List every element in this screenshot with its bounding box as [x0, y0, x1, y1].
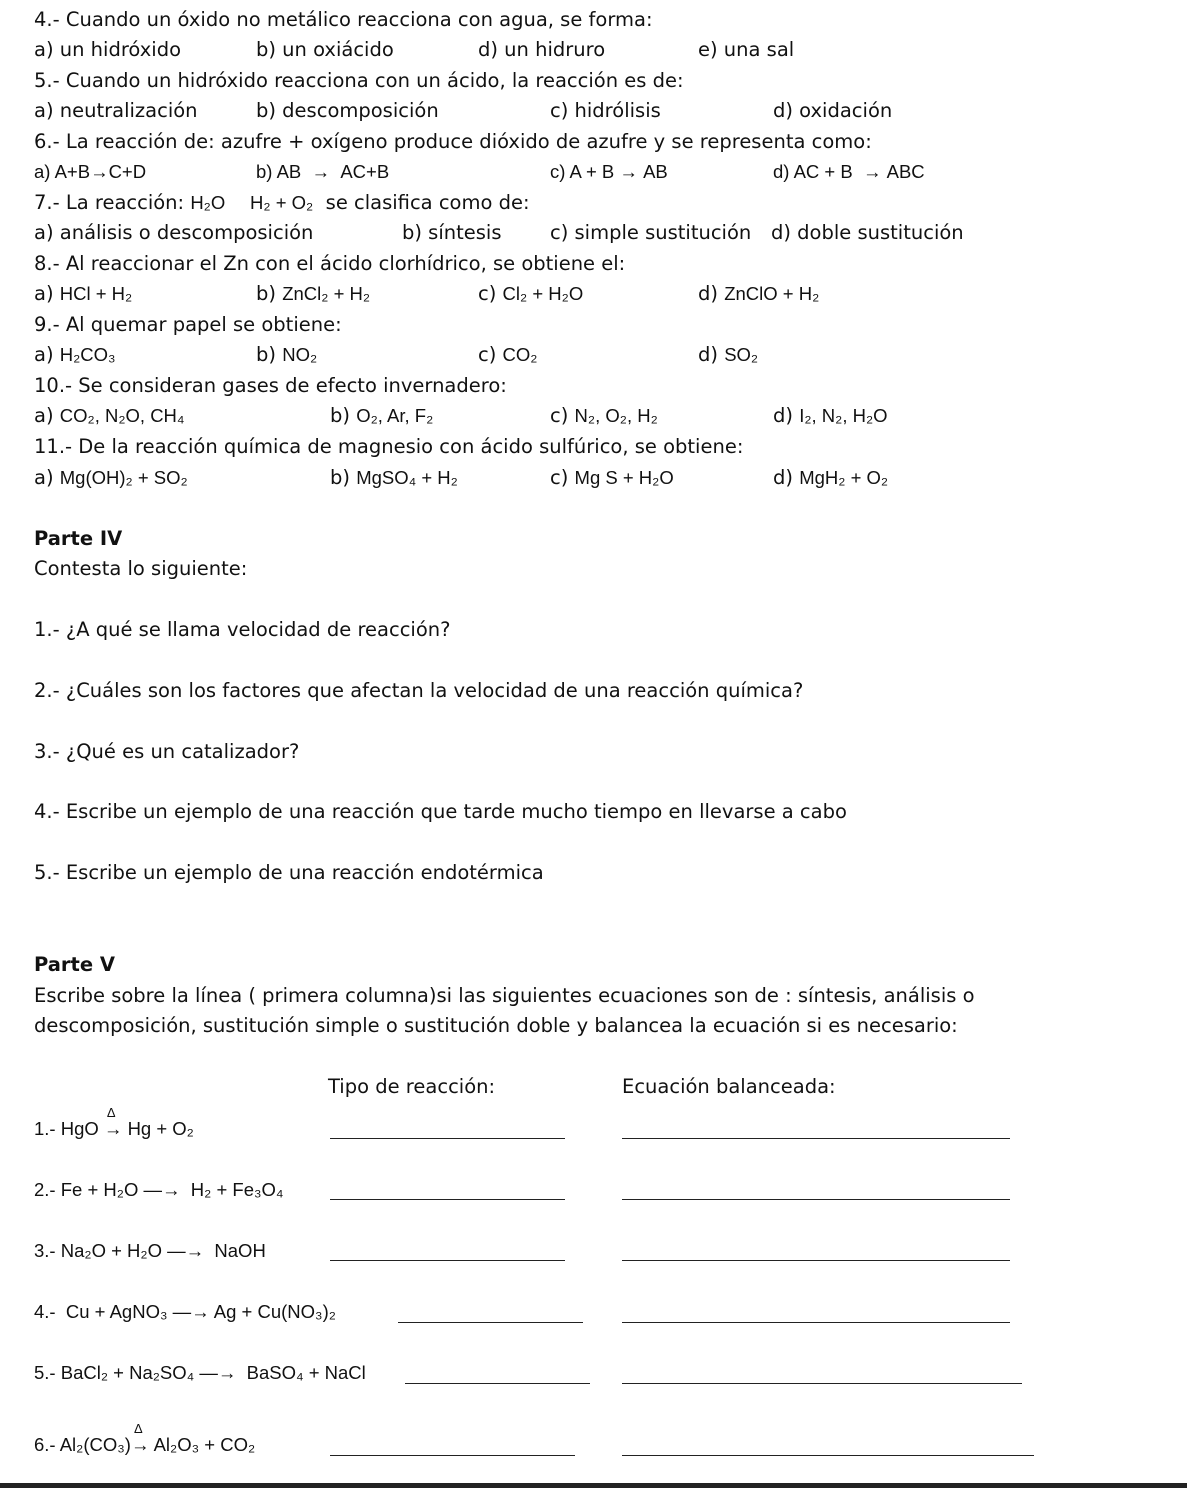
q9-option-d: [698, 343, 758, 367]
q5-option-d: d) oxidación: [773, 99, 893, 122]
option-formula: NO₂: [282, 344, 318, 365]
option-letter: a): [34, 466, 54, 489]
q7-text-pre: 7.- La reacción:: [34, 191, 191, 214]
q11-option-c: [550, 466, 674, 490]
option-formula: Mg(OH)₂ + SO₂: [59, 467, 188, 488]
ecuacion-answer-line-6[interactable]: [622, 1455, 1034, 1456]
ecuacion-answer-line-2[interactable]: [622, 1199, 1010, 1200]
q7-option-a: a) análisis o descomposición: [34, 221, 314, 244]
equation-1: [34, 1105, 194, 1141]
option-formula: HCl + H₂: [59, 283, 133, 304]
equation-products: BaSO₄ + NaCl: [246, 1362, 366, 1383]
question-8: 8.- Al reaccionar el Zn con el ácido clorhídrico, se obtiene el:: [34, 252, 626, 275]
q4-option-a: a) un hidróxido: [34, 38, 182, 61]
parte-v-instruction-line1: Escribe sobre la línea ( primera columna)si las siguientes ecuaciones son de : síntesis, análisis o: [34, 984, 975, 1007]
option-formula: ZnCl₂ + H₂: [282, 283, 371, 304]
q6-d-products: ABC: [886, 161, 925, 182]
option-letter: d): [773, 404, 793, 427]
q6-option-d: [773, 160, 925, 184]
option-letter: b): [330, 404, 350, 427]
option-letter: d): [698, 282, 718, 305]
q8-option-c: [478, 282, 583, 306]
equation-reactants: HgO: [60, 1118, 99, 1139]
option-formula: MgH₂ + O₂: [799, 467, 889, 488]
option-formula: H₂CO₃: [59, 344, 116, 365]
equation-number: 1.-: [34, 1118, 56, 1139]
q4-option-b: b) un oxiácido: [256, 38, 394, 61]
q10-option-a: [34, 404, 184, 428]
q11-option-d: [773, 466, 888, 490]
arrow-icon: →: [311, 161, 331, 182]
option-letter: c): [550, 466, 569, 489]
ecuacion-answer-line-1[interactable]: [622, 1138, 1010, 1139]
q6-c-reactants: c) A + B: [550, 161, 615, 182]
parte-iv-title: Parte IV: [34, 527, 123, 550]
equation-reactants: Al₂(CO₃): [59, 1434, 131, 1455]
question-9: 9.- Al quemar papel se obtiene:: [34, 313, 342, 336]
tipo-answer-line-5[interactable]: [405, 1383, 590, 1384]
q6-a-reactants: a) A+B: [34, 161, 91, 182]
q10-option-b: [330, 404, 433, 428]
option-formula: I₂, N₂, H₂O: [799, 405, 888, 426]
option-letter: b): [256, 282, 276, 305]
q4-option-e: e) una sal: [698, 38, 795, 61]
option-letter: b): [330, 466, 350, 489]
equation-products: Hg + O₂: [127, 1118, 194, 1139]
q6-b-reactants: b) AB: [256, 161, 302, 182]
option-letter: d): [698, 343, 718, 366]
option-formula: Cl₂ + H₂O: [502, 283, 584, 304]
q9-option-c: [478, 343, 537, 367]
q7-products: H₂ + O₂: [250, 192, 314, 213]
q6-option-b: [256, 160, 389, 184]
equation-products: Al₂O₃ + CO₂: [153, 1434, 256, 1455]
option-letter: d): [773, 466, 793, 489]
q6-b-products: AC+B: [340, 161, 390, 182]
question-11: 11.- De la reacción química de magnesio con ácido sulfúrico, se obtiene:: [34, 435, 744, 458]
question-6: 6.- La reacción de: azufre + oxígeno produce dióxido de azufre y se representa como:: [34, 130, 872, 153]
arrow-icon: →: [90, 161, 109, 182]
equation-products: NaOH: [214, 1240, 266, 1261]
option-letter: c): [478, 282, 497, 305]
q5-option-b: b) descomposición: [256, 99, 439, 122]
equation-reactants: Cu + AgNO₃: [65, 1301, 168, 1322]
equation-number: 5.-: [34, 1362, 56, 1383]
column-header-ecuacion: Ecuación balanceada:: [622, 1075, 836, 1098]
option-formula: ZnClO + H₂: [724, 283, 820, 304]
equation-number: 2.-: [34, 1179, 56, 1200]
q8-option-b: [256, 282, 370, 306]
tipo-answer-line-6[interactable]: [330, 1455, 575, 1456]
equation-reactants: Fe + H₂O: [60, 1179, 139, 1200]
q9-option-b: [256, 343, 317, 367]
q8-option-a: [34, 282, 132, 306]
arrow-icon: →: [862, 161, 882, 182]
option-formula: O₂, Ar, F₂: [356, 405, 434, 426]
option-formula: CO₂, N₂O, CH₄: [59, 405, 185, 426]
page-bottom-border: [0, 1483, 1187, 1488]
q8-option-d: [698, 282, 819, 306]
option-formula: MgSO₄ + H₂: [356, 467, 458, 488]
q6-a-products: C+D: [108, 161, 147, 182]
parte-iv-item-4: 4.- Escribe un ejemplo de una reacción que tarde mucho tiempo en llevarse a cabo: [34, 800, 847, 823]
tipo-answer-line-3[interactable]: [330, 1260, 565, 1261]
ecuacion-answer-line-3[interactable]: [622, 1260, 1010, 1261]
option-formula: SO₂: [724, 344, 759, 365]
q10-option-c: [550, 404, 658, 428]
equation-products: H₂ + Fe₃O₄: [190, 1179, 284, 1200]
arrow-icon: —→: [143, 1179, 181, 1200]
q5-option-a: a) neutralización: [34, 99, 198, 122]
q7-option-c: c) simple sustitución: [550, 221, 752, 244]
option-letter: a): [34, 343, 54, 366]
delta-symbol: Δ: [106, 1105, 116, 1120]
q6-d-reactants: d) AC + B: [773, 161, 853, 182]
q6-option-a: [34, 160, 146, 184]
question-10: 10.- Se consideran gases de efecto invernadero:: [34, 374, 507, 397]
option-letter: a): [34, 282, 54, 305]
tipo-answer-line-1[interactable]: [330, 1138, 565, 1139]
arrow-icon: —→: [199, 1362, 237, 1383]
q4-option-d: d) un hidruro: [478, 38, 606, 61]
q7-text-post: se clasifica como de:: [325, 191, 530, 214]
parte-v-title: Parte V: [34, 953, 115, 976]
equation-number: 3.-: [34, 1240, 56, 1261]
arrow-icon: —→: [167, 1240, 205, 1261]
equation-number: 6.-: [34, 1434, 56, 1455]
equation-2: [34, 1178, 283, 1202]
question-5: 5.- Cuando un hidróxido reacciona con un ácido, la reacción es de:: [34, 69, 684, 92]
q11-option-a: [34, 466, 188, 490]
equation-4: [34, 1300, 336, 1324]
q7-option-d: d) doble sustitución: [771, 221, 964, 244]
heat-arrow-icon: Δ →: [131, 1433, 150, 1457]
q7-reactant: H₂O: [190, 192, 226, 213]
option-letter: a): [34, 404, 54, 427]
q6-option-c: [550, 160, 668, 184]
q11-option-b: [330, 466, 458, 490]
q10-option-d: [773, 404, 888, 428]
ecuacion-answer-line-4[interactable]: [622, 1322, 1010, 1323]
equation-reactants: Na₂O + H₂O: [60, 1240, 162, 1261]
parte-iv-item-3: 3.- ¿Qué es un catalizador?: [34, 740, 300, 763]
equation-5: [34, 1361, 366, 1385]
delta-symbol: Δ: [133, 1421, 143, 1436]
option-formula: Mg S + H₂O: [574, 467, 674, 488]
option-letter: b): [256, 343, 276, 366]
tipo-answer-line-2[interactable]: [330, 1199, 565, 1200]
parte-iv-item-2: 2.- ¿Cuáles son los factores que afectan la velocidad de una reacción química?: [34, 679, 804, 702]
option-formula: CO₂: [502, 344, 538, 365]
option-letter: c): [478, 343, 497, 366]
equation-6: [34, 1421, 256, 1457]
ecuacion-answer-line-5[interactable]: [622, 1383, 1022, 1384]
equation-reactants: BaCl₂ + Na₂SO₄: [60, 1362, 195, 1383]
q5-option-c: c) hidrólisis: [550, 99, 661, 122]
parte-v-instruction-line2: descomposición, sustitución simple o sustitución doble y balancea la ecuación si es necesario:: [34, 1014, 958, 1037]
parte-iv-instruction: Contesta lo siguiente:: [34, 557, 248, 580]
parte-iv-item-1: 1.- ¿A qué se llama velocidad de reacción?: [34, 618, 451, 641]
question-4: 4.- Cuando un óxido no metálico reacciona con agua, se forma:: [34, 8, 653, 31]
q7-option-b: b) síntesis: [402, 221, 502, 244]
parte-iv-item-5: 5.- Escribe un ejemplo de una reacción endotérmica: [34, 861, 544, 884]
equation-3: [34, 1239, 266, 1263]
q9-option-a: [34, 343, 116, 367]
heat-arrow-icon: Δ →: [104, 1117, 123, 1141]
option-letter: c): [550, 404, 569, 427]
arrow-icon: →: [619, 161, 638, 182]
arrow-icon: —→: [172, 1301, 210, 1322]
tipo-answer-line-4[interactable]: [398, 1322, 583, 1323]
option-formula: N₂, O₂, H₂: [574, 405, 658, 426]
equation-products: Ag + Cu(NO₃)₂: [213, 1301, 336, 1322]
column-header-tipo: Tipo de reacción:: [328, 1075, 496, 1098]
question-7: [34, 191, 530, 215]
equation-number: 4.-: [34, 1301, 56, 1322]
q6-c-products: AB: [643, 161, 668, 182]
